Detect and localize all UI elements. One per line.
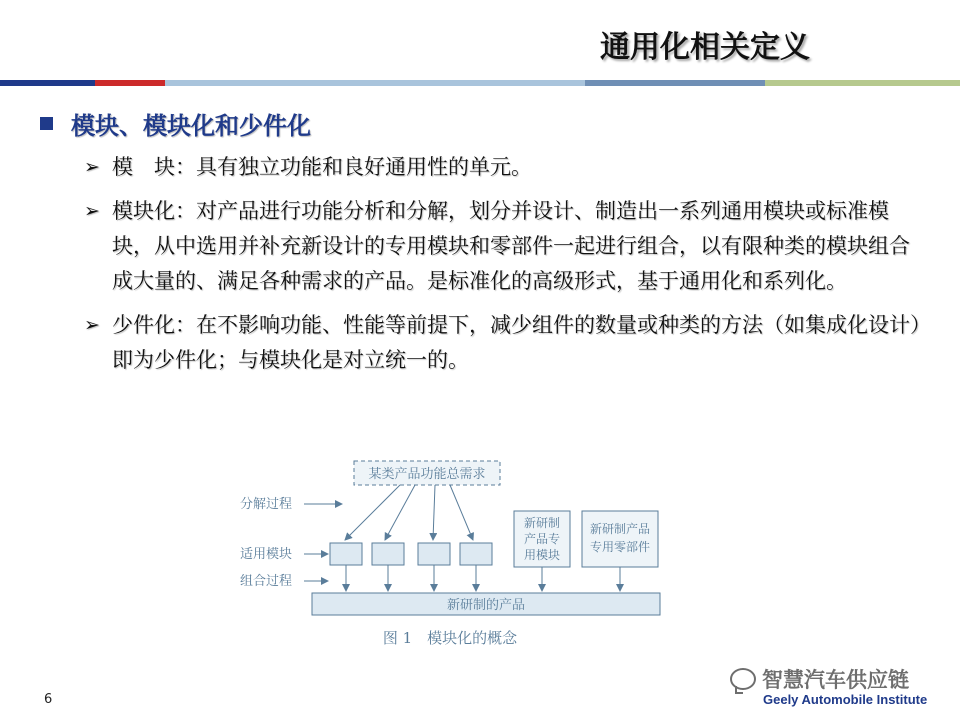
section-heading xyxy=(40,106,311,141)
new-module-line: 用模块 xyxy=(523,548,561,562)
new-product-label: 新研制的产品 xyxy=(446,598,526,613)
modularization-diagram xyxy=(230,455,670,655)
new-module-line: 产品专 xyxy=(523,532,561,546)
square-bullet-icon xyxy=(40,117,53,130)
wechat-icon xyxy=(730,668,756,690)
new-module-line: 新研制 xyxy=(523,516,561,530)
bullet-item-module xyxy=(84,150,924,185)
bullet-text: 少件化：在不影响功能、性能等前提下，减少组件的数量或种类的方法（如集成化设计）即为少件化；与模块化是对立统一的。 xyxy=(112,313,921,372)
total-demand-label: 某类产品功能总需求 xyxy=(368,467,486,482)
header-bar-segment xyxy=(95,80,165,86)
split-arrow xyxy=(433,485,435,540)
header-color-bar xyxy=(0,80,960,86)
institute-name: Geely Automobile Institute xyxy=(763,692,928,707)
new-parts-box xyxy=(582,511,658,567)
bullet-list xyxy=(84,150,924,387)
module-box xyxy=(418,543,450,565)
watermark-text: 智慧汽车供应链 xyxy=(762,668,909,692)
arrow-bullet-icon: ➢ xyxy=(84,156,100,178)
figure-caption: 图 1 模块化的概念 xyxy=(382,629,518,647)
module-box xyxy=(372,543,404,565)
module-label: 适用模块 xyxy=(240,547,293,562)
new-parts-line: 专用零部件 xyxy=(589,540,651,554)
new-parts-line: 新研制产品 xyxy=(589,522,651,536)
arrow-bullet-icon: ➢ xyxy=(84,200,100,222)
bullet-text: 模 块：具有独立功能和良好通用性的单元。 xyxy=(112,155,532,179)
split-arrow xyxy=(385,485,415,540)
slide-title: 通用化相关定义 xyxy=(600,30,810,65)
header-bar-segment xyxy=(165,80,585,86)
bullet-text: 模块化：对产品进行功能分析和分解，划分并设计、制造出一系列通用模块或标准模块，从中选用并补充新设计的专用模块和零部件一起进行组合，以有限种类的模块组合成大量的、满足各种需求的产品。是标准化的高级形式，基于通用化和系列化。 xyxy=(112,199,910,293)
header-bar-segment xyxy=(0,80,95,86)
combine-label: 组合过程 xyxy=(240,574,293,589)
module-box xyxy=(330,543,362,565)
watermark xyxy=(730,664,909,694)
header-bar-segment xyxy=(765,80,960,86)
split-arrow xyxy=(345,485,400,540)
section-heading-text: 模块、模块化和少件化 xyxy=(71,112,311,140)
page-number: 6 xyxy=(44,692,53,707)
bullet-item-part-reduction xyxy=(84,308,924,378)
header-bar-segment xyxy=(585,80,765,86)
bullet-item-modularization xyxy=(84,194,924,299)
arrow-bullet-icon: ➢ xyxy=(84,314,100,336)
split-arrow xyxy=(450,485,473,540)
decompose-label: 分解过程 xyxy=(240,497,293,512)
module-box xyxy=(460,543,492,565)
